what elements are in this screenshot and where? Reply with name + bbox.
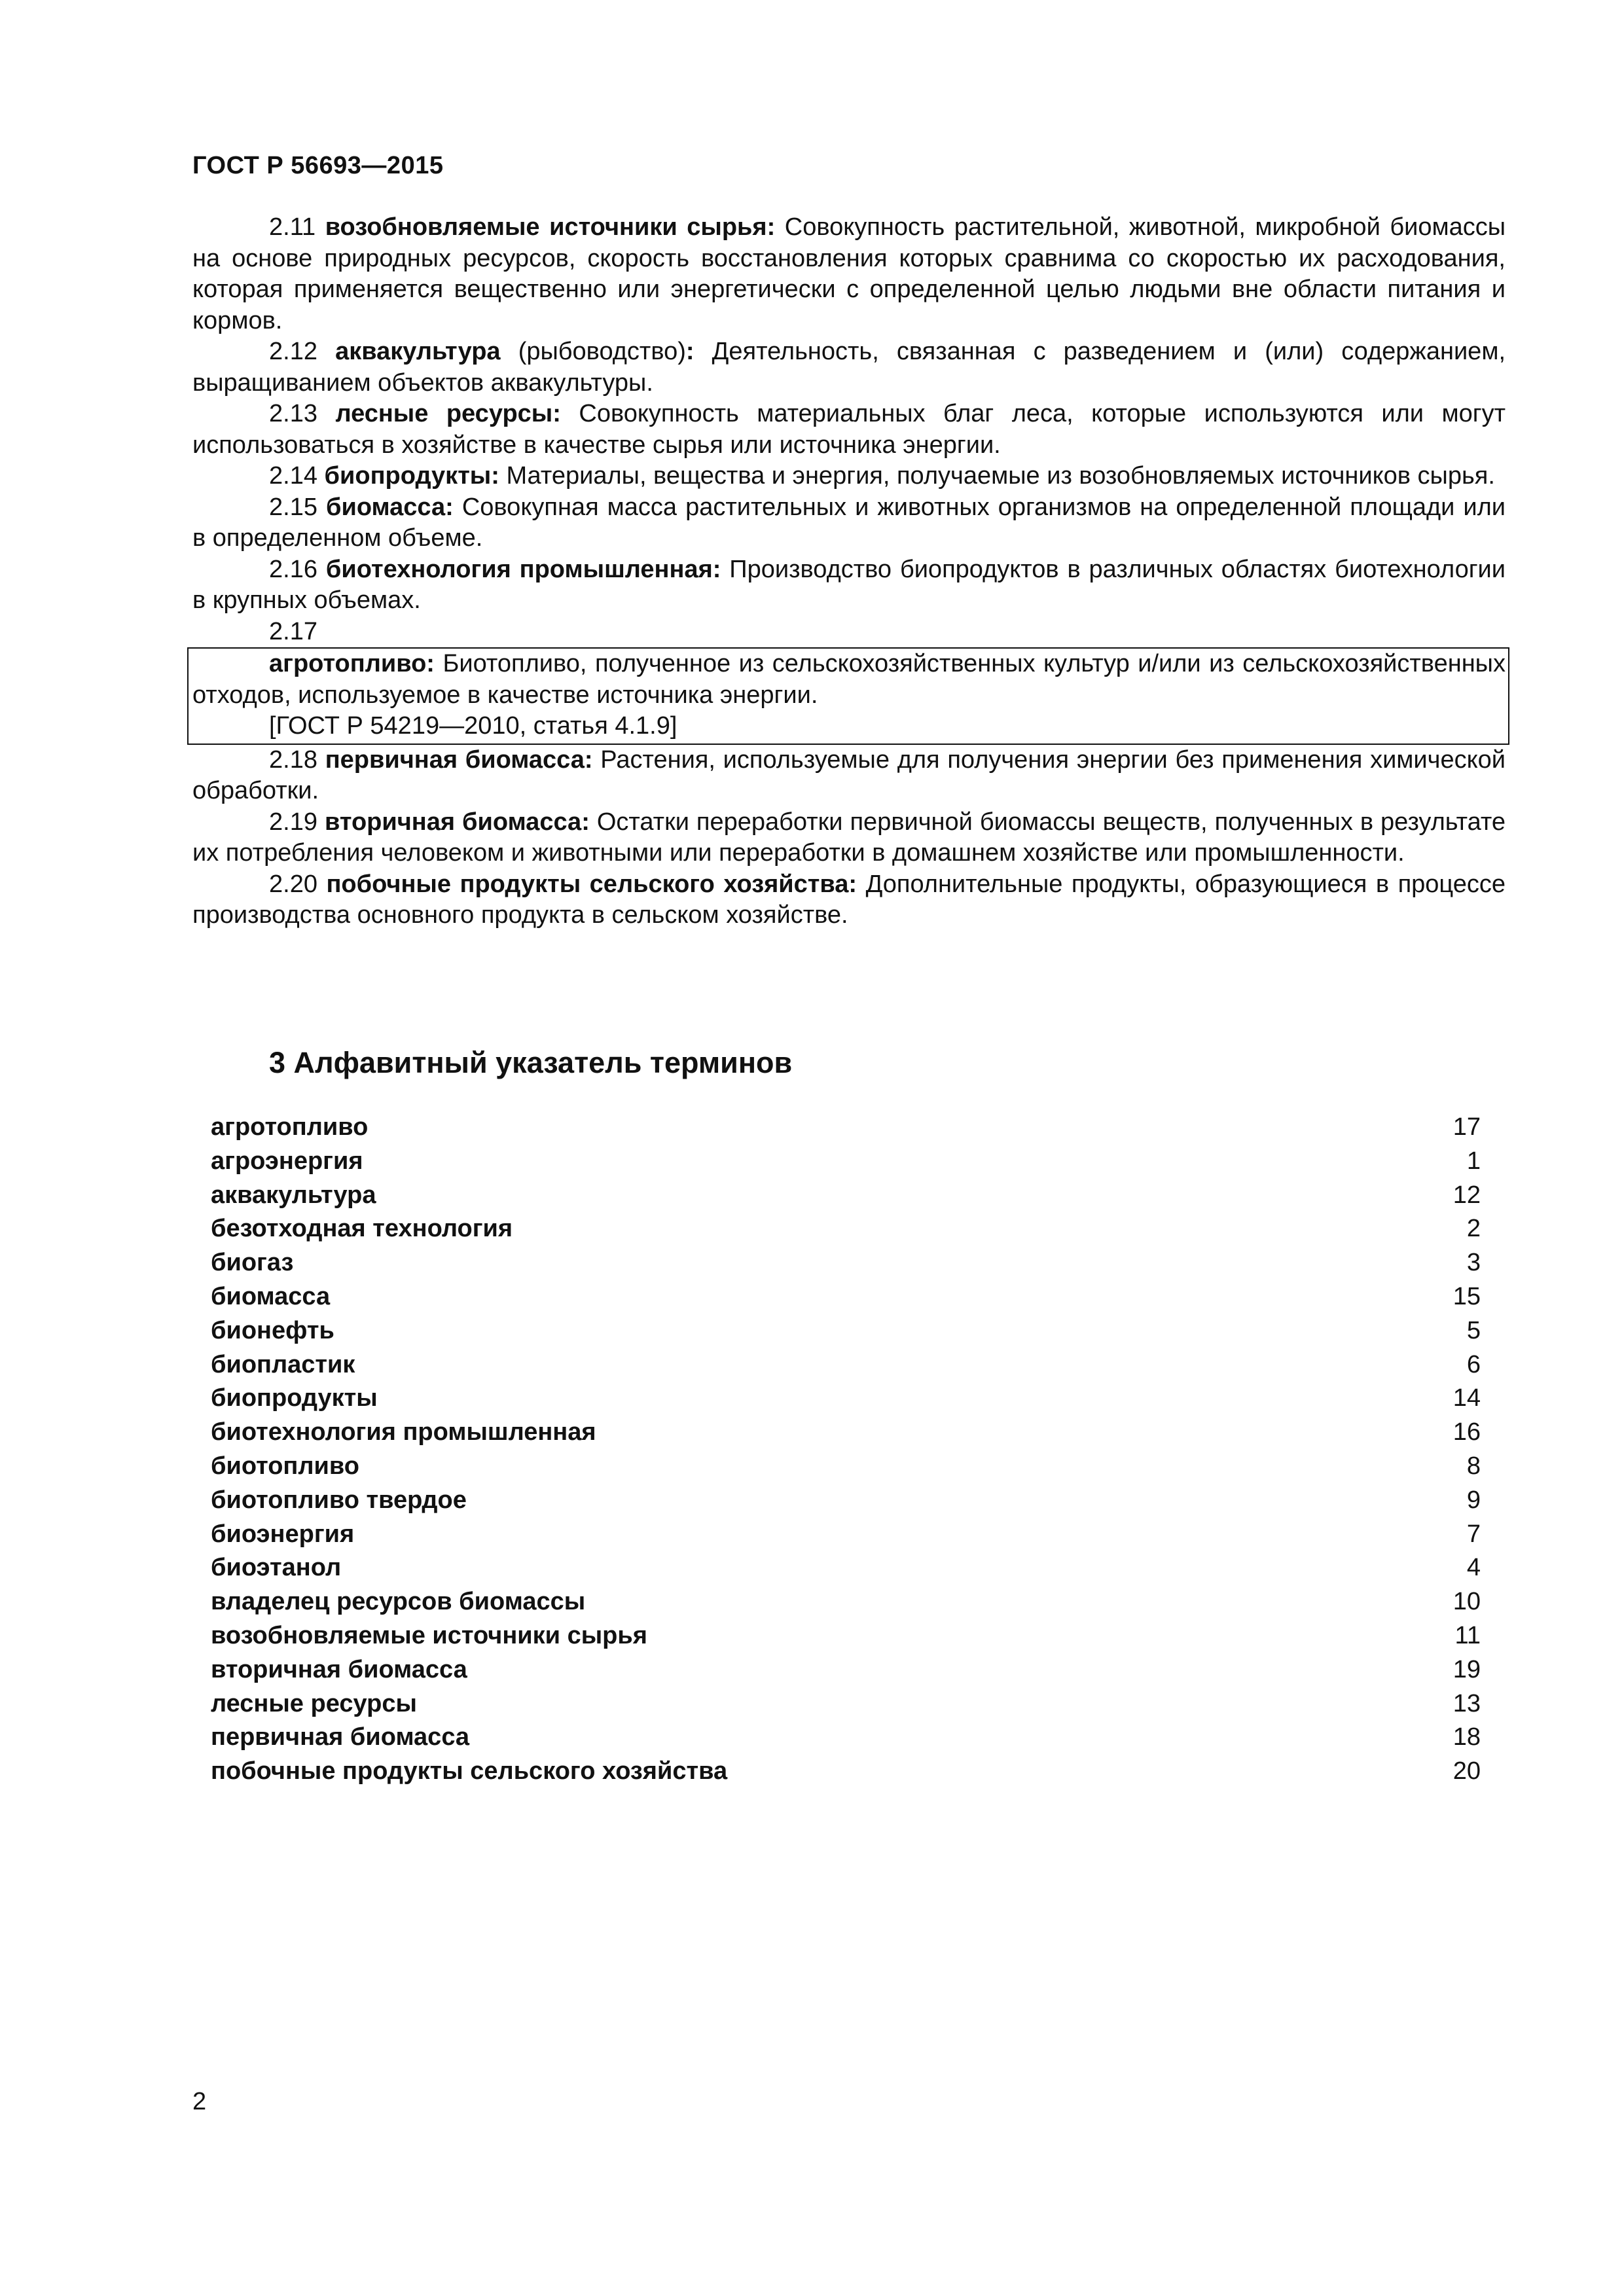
index-row xyxy=(211,1484,1481,1518)
index-term-number: 4 xyxy=(1466,1554,1481,1582)
definition-2-17-number xyxy=(192,617,1506,648)
index-term-number: 5 xyxy=(1466,1316,1481,1344)
index-term: побочные продукты сельского хозяйства xyxy=(211,1757,728,1785)
definition-synonym: (рыбоводство) xyxy=(518,338,686,365)
definition-2-11: 2.11 возобновляемые источники сырья: Совокупность растительной, животной, микробной биомассы на основе природных ресурсов, скорость восстановления которых сравнима со скоростью их расходования, которая применяется вещественно или энергетически с определенной целью людьми вне области питания и кормов. xyxy=(192,213,1506,334)
page-number: 2 xyxy=(192,2088,207,2115)
definition-text: Совокупность материальных благ леса, которые используются или могут использоваться в хозяйстве в качестве сырья или источника энергии. xyxy=(192,400,1506,459)
index-term: биотехнология промышленная xyxy=(211,1418,596,1446)
index-term: биоэтанол xyxy=(211,1554,342,1582)
definition-number: 2.13 xyxy=(269,400,317,427)
index-term-number: 8 xyxy=(1466,1452,1481,1480)
definition-2-14: 2.14 биопродукты: Материалы, вещества и энергия, получаемые из возобновляемых источников сырья. xyxy=(269,462,1495,490)
index-row xyxy=(211,1111,1481,1145)
index-term-number: 6 xyxy=(1466,1350,1481,1378)
definition-2-16: 2.16 биотехнология промышленная: Производство биопродуктов в различных областях биотехнологии в крупных объемах. xyxy=(192,555,1506,614)
index-term: лесные ресурсы xyxy=(211,1689,417,1717)
definition-number: 2.14 xyxy=(269,462,317,490)
definition-number: 2.20 xyxy=(269,870,317,898)
index-row xyxy=(211,1653,1481,1687)
definition-text: Материалы, вещества и энергия, получаемые из возобновляемых источников сырья. xyxy=(506,462,1495,490)
index-row xyxy=(211,1314,1481,1348)
definition-2-20: 2.20 побочные продукты сельского хозяйства: Дополнительные продукты, образующиеся в процессе производства основного продукта в сельском хозяйстве. xyxy=(192,870,1506,929)
index-term-number: 16 xyxy=(1453,1418,1481,1446)
index-row xyxy=(211,1585,1481,1619)
index-term: биотопливо твердое xyxy=(211,1486,467,1514)
definition-number: 2.18 xyxy=(269,745,317,774)
definition-2-18: 2.18 первичная биомасса: Растения, используемые для получения энергии без применения химической обработки. xyxy=(192,745,1506,804)
index-row xyxy=(211,1687,1481,1721)
section-heading: 3 Алфавитный указатель терминов xyxy=(269,1046,793,1079)
index-row xyxy=(211,1145,1481,1179)
index-row xyxy=(211,1450,1481,1484)
term-index-list xyxy=(211,1111,1481,1789)
index-term-number: 3 xyxy=(1466,1249,1481,1277)
definition-term: биомасса xyxy=(326,493,446,521)
definition-text: Биотопливо, полученное из сельскохозяйственных культур и/или из сельскохозяйственных отходов, используемое в качестве источника энергии. xyxy=(192,650,1506,709)
boxed-definition-body: агротопливо: Биотопливо, полученное из сельскохозяйственных культур и/или из сельскохозяйственных отходов, используемое в качестве источника энергии. xyxy=(192,650,1506,709)
index-term-number: 14 xyxy=(1453,1384,1481,1412)
definition-text: Дополнительные продукты, образующиеся в процессе производства основного продукта в сельском хозяйстве. xyxy=(192,870,1506,929)
index-term-number: 10 xyxy=(1453,1588,1481,1616)
index-row xyxy=(211,1179,1481,1213)
index-term-number: 7 xyxy=(1466,1520,1481,1548)
index-term: агроэнергия xyxy=(211,1147,363,1175)
boxed-definition-2-17 xyxy=(187,647,1509,745)
index-term-number: 2 xyxy=(1466,1215,1481,1243)
definition-number: 2.19 xyxy=(269,808,317,836)
index-term: возобновляемые источники сырья xyxy=(211,1621,647,1649)
definition-term: лесные ресурсы xyxy=(335,400,553,427)
document-code: ГОСТ Р 56693—2015 xyxy=(192,152,444,179)
definition-reference: [ГОСТ Р 54219—2010, статья 4.1.9] xyxy=(269,712,677,740)
index-row xyxy=(211,1518,1481,1552)
index-term: владелец ресурсов биомассы xyxy=(211,1588,586,1616)
index-row xyxy=(211,1755,1481,1789)
index-row xyxy=(211,1416,1481,1450)
index-term: вторичная биомасса xyxy=(211,1655,467,1683)
definition-text: Растения, используемые для получения энергии без применения химической обработки. xyxy=(192,745,1506,804)
index-row xyxy=(211,1619,1481,1653)
index-term: безотходная технология xyxy=(211,1215,513,1243)
definition-number: 2.15 xyxy=(269,493,317,521)
definition-term: биотехнология промышленная xyxy=(325,555,713,583)
definition-term: вторичная биомасса xyxy=(324,808,582,836)
index-term-number: 15 xyxy=(1453,1282,1481,1310)
definition-number: 2.17 xyxy=(269,617,317,645)
index-term-number: 9 xyxy=(1466,1486,1481,1514)
index-term: биопластик xyxy=(211,1350,355,1378)
definition-number: 2.16 xyxy=(269,555,317,583)
definition-2-15: 2.15 биомасса: Совокупная масса растительных и животных организмов на определенной площади или в определенном объеме. xyxy=(192,493,1506,552)
index-term-number: 1 xyxy=(1466,1147,1481,1175)
index-term-number: 12 xyxy=(1453,1181,1481,1209)
definition-text: Совокупная масса растительных и животных организмов на определенной площади или в определенном объеме. xyxy=(192,493,1506,552)
definition-text: Совокупность растительной, животной, микробной биомассы на основе природных ресурсов, скорость восстановления которых сравнима со скоростью их расходования, которая применяется вещественно или энергетически с определенной целью людьми вне области питания и кормов. xyxy=(192,213,1506,334)
index-term: первичная биомасса xyxy=(211,1723,470,1751)
index-row xyxy=(211,1382,1481,1416)
index-term: агротопливо xyxy=(211,1113,369,1141)
index-row xyxy=(211,1280,1481,1314)
definition-number: 2.12 xyxy=(269,338,317,365)
index-row xyxy=(211,1348,1481,1382)
definition-2-13: 2.13 лесные ресурсы: Совокупность материальных благ леса, которые используются или могут использоваться в хозяйстве в качестве сырья или источника энергии. xyxy=(192,400,1506,459)
definition-text: Производство биопродуктов в различных областях биотехнологии в крупных объемах. xyxy=(192,555,1506,614)
definition-term: биопродукты xyxy=(324,462,492,490)
index-row xyxy=(211,1212,1481,1246)
index-term: биогаз xyxy=(211,1249,294,1277)
index-term: биоэнергия xyxy=(211,1520,355,1548)
index-term-number: 13 xyxy=(1453,1689,1481,1717)
definition-text: Деятельность, связанная с разведением и (или) содержанием, выращиванием объектов аквакультуры. xyxy=(192,338,1506,397)
index-term: биомасса xyxy=(211,1282,331,1310)
index-row xyxy=(211,1246,1481,1280)
index-term: биопродукты xyxy=(211,1384,378,1412)
definition-term: агротопливо xyxy=(269,650,427,677)
definition-2-19: 2.19 вторичная биомасса: Остатки переработки первичной биомассы веществ, полученных в результате их потребления человеком и животными или переработки в домашнем хозяйстве или промышленности. xyxy=(192,808,1506,867)
definition-term: первичная биомасса xyxy=(325,745,585,774)
definition-2-12: 2.12 аквакультура (рыбоводство): Деятельность, связанная с разведением и (или) содержанием, выращиванием объектов аквакультуры. xyxy=(192,338,1506,397)
definition-term: аквакультура xyxy=(335,338,501,365)
definition-text: Остатки переработки первичной биомассы веществ, полученных в результате их потребления человеком и животными или переработки в домашнем хозяйстве или промышленности. xyxy=(192,808,1506,867)
definition-number: 2.11 xyxy=(269,213,316,241)
index-term: бионефть xyxy=(211,1316,334,1344)
index-term-number: 20 xyxy=(1453,1757,1481,1785)
index-row xyxy=(211,1721,1481,1755)
index-row xyxy=(211,1551,1481,1585)
index-term: аквакультура xyxy=(211,1181,376,1209)
index-term: биотопливо xyxy=(211,1452,359,1480)
index-term-number: 18 xyxy=(1453,1723,1481,1751)
definitions-section xyxy=(192,212,1506,931)
index-term-number: 19 xyxy=(1453,1655,1481,1683)
index-term-number: 17 xyxy=(1453,1113,1481,1141)
definition-term: побочные продукты сельского хозяйства xyxy=(326,870,849,898)
definition-term: возобновляемые источники сырья xyxy=(325,213,767,241)
index-term-number: 11 xyxy=(1454,1621,1481,1649)
